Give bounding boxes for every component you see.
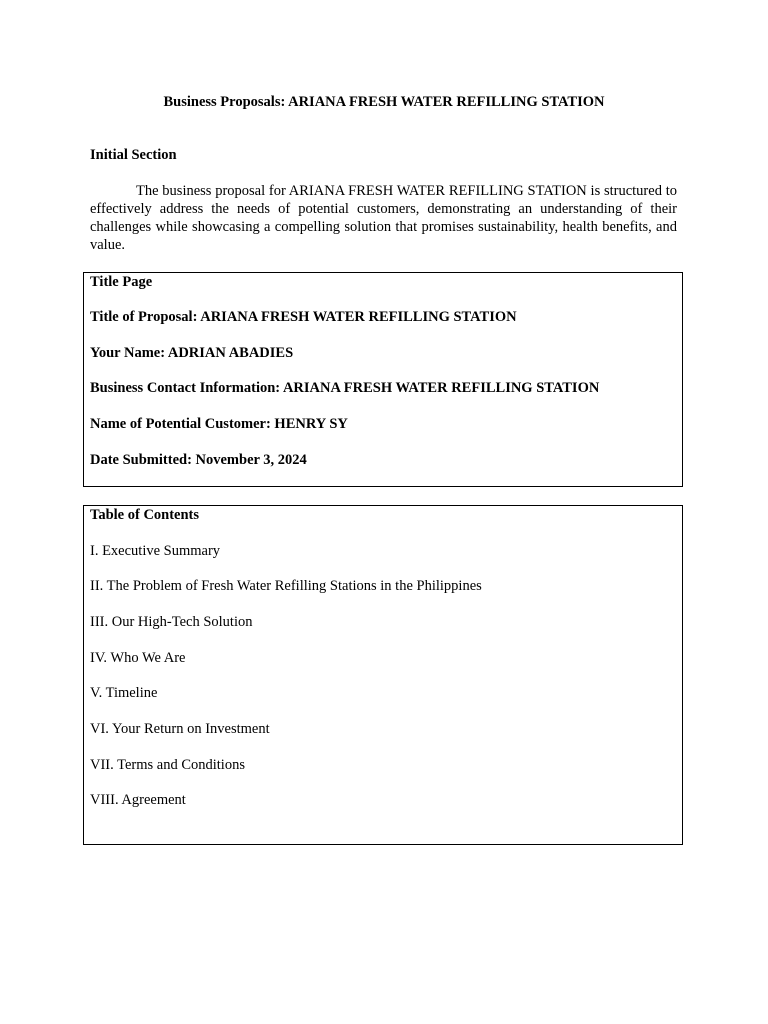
document-title: Business Proposals: ARIANA FRESH WATER REFILLING STATION <box>163 94 605 110</box>
toc-item: V. Timeline <box>90 685 158 701</box>
title-page-heading: Title Page <box>90 274 153 290</box>
toc-item: II. The Problem of Fresh Water Refilling Stations in the Philippines <box>90 578 482 594</box>
toc-item: III. Our High-Tech Solution <box>90 614 253 630</box>
initial-section-heading: Initial Section <box>90 147 177 163</box>
toc-item: VI. Your Return on Investment <box>90 721 270 737</box>
toc-item: I. Executive Summary <box>90 543 221 559</box>
toc-item: IV. Who We Are <box>90 650 186 666</box>
date-submitted-line: Date Submitted: November 3, 2024 <box>90 452 307 468</box>
toc-heading: Table of Contents <box>90 507 200 523</box>
author-name-line: Your Name: ADRIAN ABADIES <box>90 345 294 361</box>
toc-item: VII. Terms and Conditions <box>90 757 245 773</box>
toc-item: VIII. Agreement <box>90 792 186 808</box>
business-contact-line: Business Contact Information: ARIANA FRESH WATER REFILLING STATION <box>90 380 600 396</box>
intro-paragraph: The business proposal for ARIANA FRESH WATER REFILLING STATION is structured to effectively address the needs of potential customers, demonstrating an understanding of their challenges while showcasing a compelling solution that promises sustainability, health benefits, and value. <box>90 183 677 253</box>
potential-customer-line: Name of Potential Customer: HENRY SY <box>90 416 348 432</box>
table-of-contents-box <box>83 505 683 845</box>
proposal-title-line: Title of Proposal: ARIANA FRESH WATER REFILLING STATION <box>90 309 517 325</box>
title-page-box <box>83 272 683 487</box>
